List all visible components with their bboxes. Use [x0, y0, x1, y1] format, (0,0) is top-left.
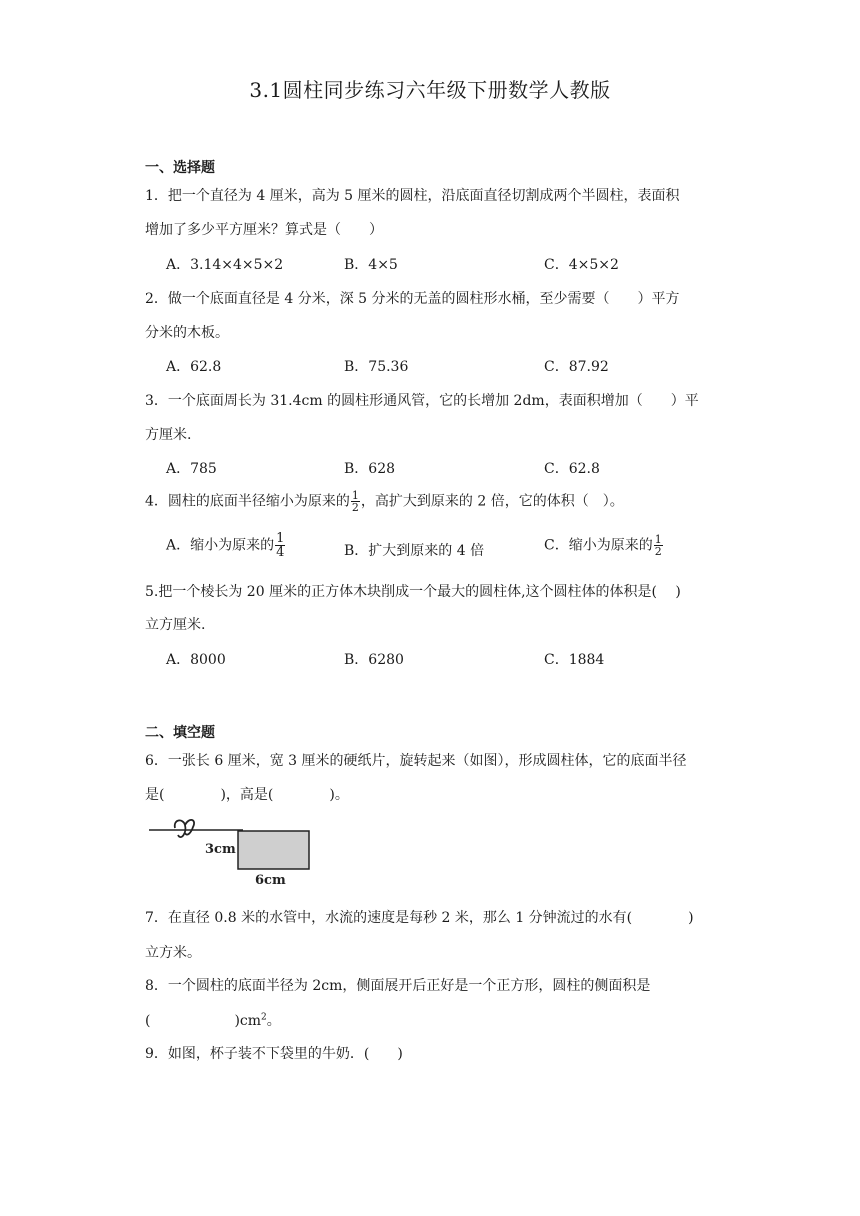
rotation-arrow-icon	[175, 820, 194, 837]
question-3-option-b: B．628	[344, 461, 396, 477]
question-3-text: 3．一个底面周长为 31.4cm 的圆柱形通风管，它的长增加 2dm，表面积增加（ ）平	[145, 393, 699, 409]
question-8-tail: 。	[266, 1013, 281, 1029]
question-4-text	[145, 490, 624, 513]
question-2-text: 2．做一个底面直径是 4 分米，深 5 分米的无盖的圆柱形水桶，至少需要（ ）平方	[145, 291, 680, 307]
question-4-option-c	[544, 534, 664, 557]
section-heading-choice: 一、选择题	[145, 160, 215, 176]
question-5-option-a: A．8000	[166, 652, 226, 668]
fraction-numerator: 1	[654, 533, 662, 546]
question-5-text: 5.把一个棱长为 20 厘米的正方体木块削成一个最大的圆柱体,这个圆柱体的体积是( )	[145, 584, 681, 600]
question-9-text: 9．如图，杯子装不下袋里的牛奶．( )	[145, 1046, 403, 1062]
fraction-numerator: 1	[351, 489, 359, 502]
superscript-2: 2	[261, 1012, 267, 1023]
rotating-card-figure	[145, 815, 325, 890]
question-7-text-cont: 立方米。	[145, 945, 201, 961]
question-7-text: 7．在直径 0.8 米的水管中，水流的速度是每秒 2 米，那么 1 分钟流过的水有( )	[145, 910, 694, 926]
question-8-text: 8．一个圆柱的底面半径为 2cm，侧面展开后正好是一个正方形，圆柱的侧面积是	[145, 978, 651, 994]
question-4-option-a	[166, 532, 286, 559]
paper-card-rectangle	[238, 831, 309, 869]
fraction-denominator: 2	[351, 501, 359, 514]
question-3-option-a: A．785	[166, 461, 217, 477]
question-5-option-c: C．1884	[544, 652, 605, 668]
question-8-blank: ( )cm	[145, 1013, 262, 1029]
question-2-option-c: C．87.92	[544, 359, 609, 375]
option-a-text: A．缩小为原来的	[166, 537, 275, 554]
page-title: 3.1圆柱同步练习六年级下册数学人教版	[249, 78, 611, 102]
question-2-option-b: B．75.36	[344, 359, 409, 375]
figure-label-length: 6cm	[255, 873, 286, 888]
question-8-text-cont	[145, 1010, 281, 1030]
question-1-option-b: B．4×5	[344, 257, 398, 273]
question-3-text-cont: 方厘米.	[145, 427, 192, 443]
question-4-option-b: B．扩大到原来的 4 倍	[344, 543, 485, 559]
fraction-numerator: 1	[276, 531, 285, 546]
section-heading-fill: 二、填空题	[145, 725, 215, 741]
question-1-option-a: A．3.14×4×5×2	[166, 257, 284, 273]
question-6-text-cont: 是( )，高是( )。	[145, 787, 349, 803]
question-1-option-c: C．4×5×2	[544, 257, 619, 273]
question-1-text: 1．把一个直径为 4 厘米，高为 5 厘米的圆柱，沿底面直径切割成两个半圆柱，表面积	[145, 188, 680, 204]
question-2-option-a: A．62.8	[166, 359, 222, 375]
question-4-fraction	[351, 490, 360, 513]
question-5-text-cont: 立方厘米.	[145, 617, 206, 633]
question-4-text-b: ，高扩大到原来的 2 倍，它的体积（ ）。	[360, 493, 624, 510]
question-1-text-cont: 增加了多少平方厘米？算式是（ ）	[145, 222, 383, 238]
figure-label-width: 3cm	[205, 842, 236, 857]
fraction-denominator: 4	[276, 545, 285, 560]
option-c-text: C．缩小为原来的	[544, 537, 653, 554]
question-4-text-a: 4．圆柱的底面半径缩小为原来的	[145, 493, 350, 510]
question-5-option-b: B．6280	[344, 652, 404, 668]
question-2-text-cont: 分米的木板。	[145, 325, 229, 341]
fraction-denominator: 2	[654, 545, 662, 558]
question-6-text: 6．一张长 6 厘米，宽 3 厘米的硬纸片，旋转起来（如图），形成圆柱体，它的底面半径	[145, 753, 687, 769]
option-a-fraction	[275, 532, 285, 559]
question-3-option-c: C．62.8	[544, 461, 600, 477]
option-c-fraction	[654, 534, 663, 557]
